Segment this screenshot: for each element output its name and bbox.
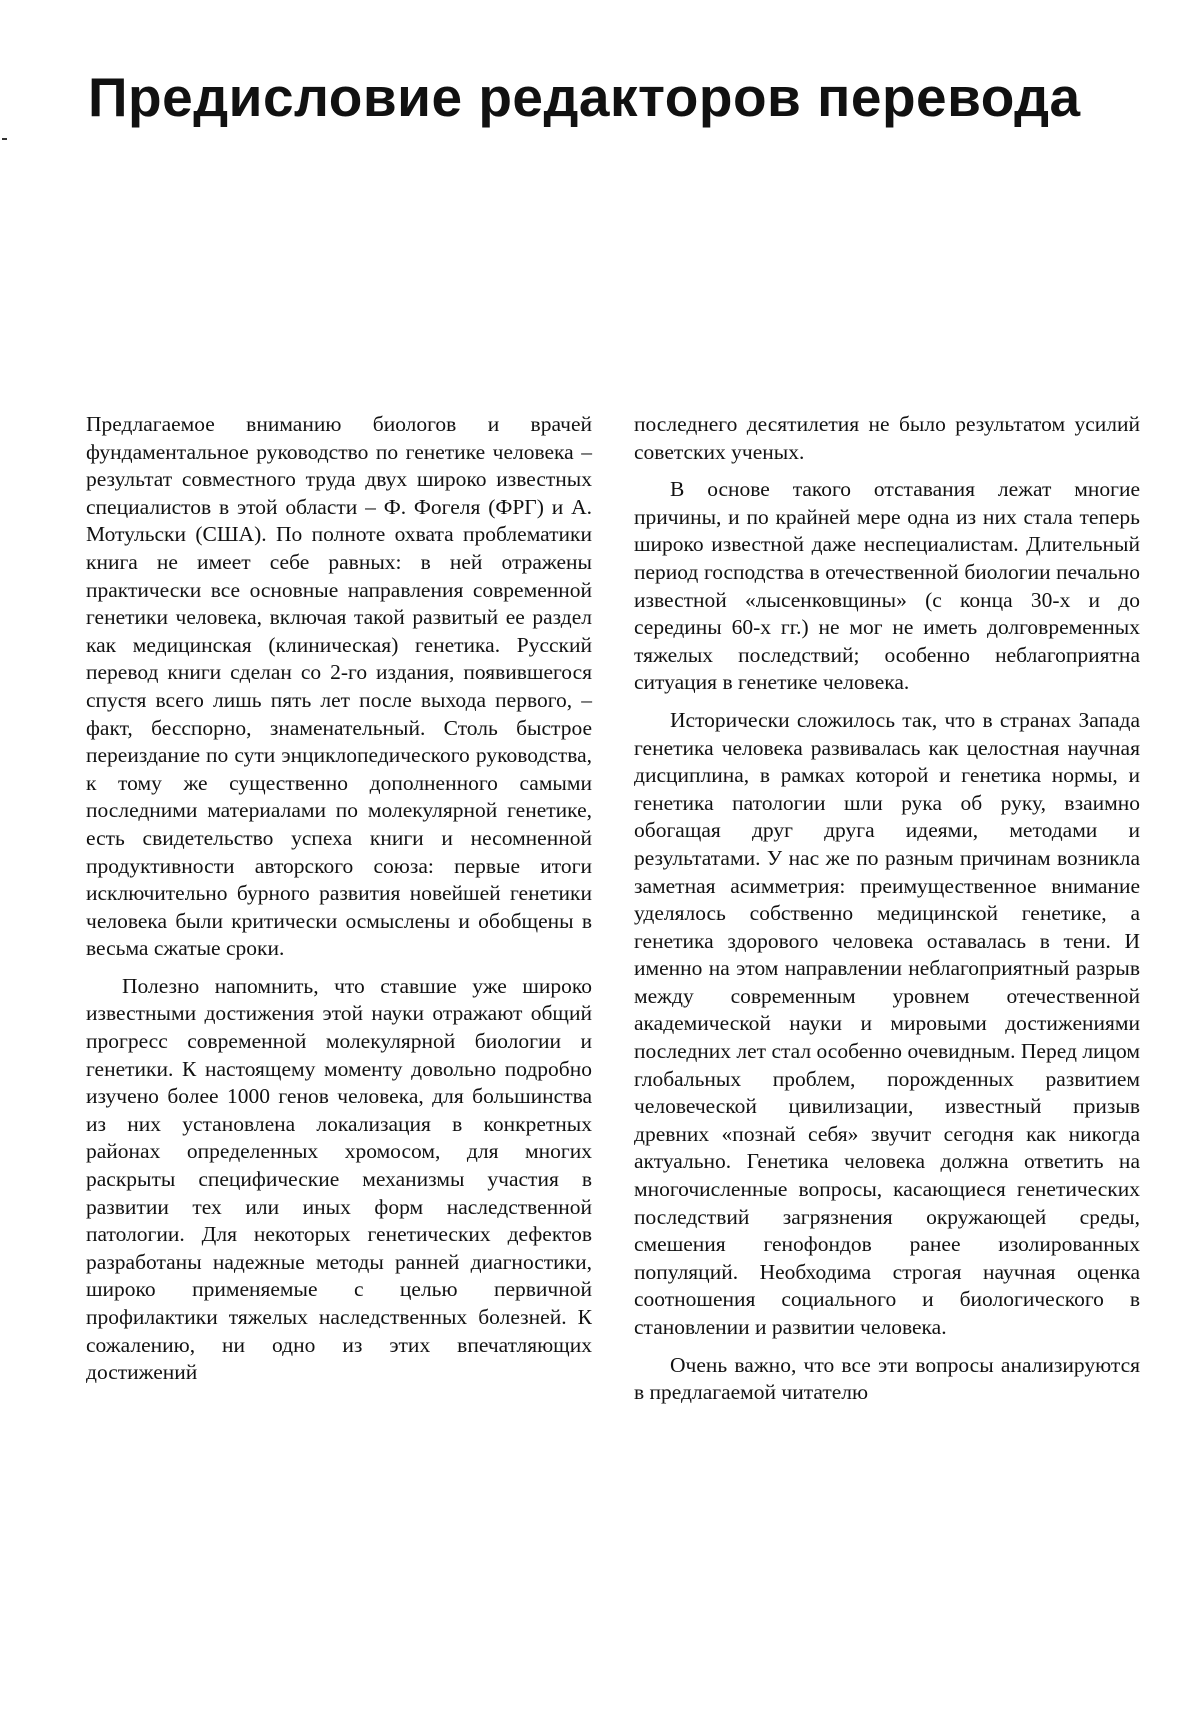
text-column-left xyxy=(86,411,592,1387)
page-title: Предисловие редакторов перевода xyxy=(88,66,1081,128)
paragraph: Очень важно, что все эти вопросы анализируются в предлагаемой читателю xyxy=(634,1352,1140,1405)
text-column-right xyxy=(634,411,1140,1407)
paragraph-continuation: последнего десятилетия не было результатом усилий советских ученых. xyxy=(634,412,1140,464)
paragraph: В основе такого отставания лежат многие причины, и по крайней мере одна из них стала теперь широко известной даже неспециалистам. Длительный период господства в отечественной биологии печально известной «лысенковщины» (с конца 30-х и до середины 60-х гг.) не мог не иметь долговременных тяжелых последствий; особенно неблагоприятна ситуация в генетике человека. xyxy=(634,477,1140,695)
paragraph: Предлагаемое вниманию биологов и врачей фундаментальное руководство по генетике человека – результат совместного труда двух широко известных специалистов в этой области – Ф. Фогеля (ФРГ) и А. Мотульски (США). По полноте охвата проблематики книга не имеет себе равных: в ней отражены практически все основные направления современной генетики человека, включая такой развитый ее раздел как медицинская (клиническая) генетика. Русский перевод книги сделан со 2-го издания, появившегося спустя всего лишь пять лет после выхода первого, – факт, бесспорно, знаменательный. Столь быстрое переиздание по сути энциклопедического руководства, к тому же существенно дополненного самыми последними материалами по молекулярной генетике, есть свидетельство успеха книги и несомненной продуктивности авторского союза: первые итоги исключительно бурного развития новейшей генетики человека были критически осмыслены и обобщены в весьма сжатые сроки. xyxy=(86,412,592,961)
paragraph: Исторически сложилось так, что в странах Запада генетика человека развивалась как целостная научная дисциплина, в рамках которой и генетика нормы, и генетика патологии шли рука об руку, взаимно обогащая друг друга идеями, методами и результатами. У нас же по разным причинам возникла заметная асимметрия: преимущественное внимание уделялось собственно медицинской генетике, а генетика здорового человека оставалась в тени. И именно на этом направлении неблагоприятный разрыв между современным уровнем отечественной академической науки и мировыми достижениями последних лет стал особенно очевидным. Перед лицом глобальных проблем, порожденных развитием человеческой цивилизации, известный призыв древних «познай себя» звучит сегодня как никогда актуально. Генетика человека должна ответить на многочисленные вопросы, касающиеся генетических последствий загрязнения окружающей среды, смешения генофондов ранее изолированных популяций. Необходима строгая научная оценка соотношения социального и биологического в становлении и развитии человека. xyxy=(634,707,1140,1339)
paragraph: Полезно напомнить, что ставшие уже широко известными достижения этой науки отражают общий прогресс современной молекулярной биологии и генетики. К настоящему моменту довольно подробно изучено более 1000 генов человека, для большинства из них установлена локализация в конкретных районах определенных хромосом, для многих раскрыты специфические механизмы участия в развитии тех или иных форм наследственной патологии. Для некоторых генетических дефектов разработаны надежные методы ранней диагностики, широко применяемые с целью первичной профилактики тяжелых наследственных болезней. К сожалению, ни одно из этих впечатляющих достижений xyxy=(86,973,592,1385)
scan-margin-mark xyxy=(2,138,7,140)
